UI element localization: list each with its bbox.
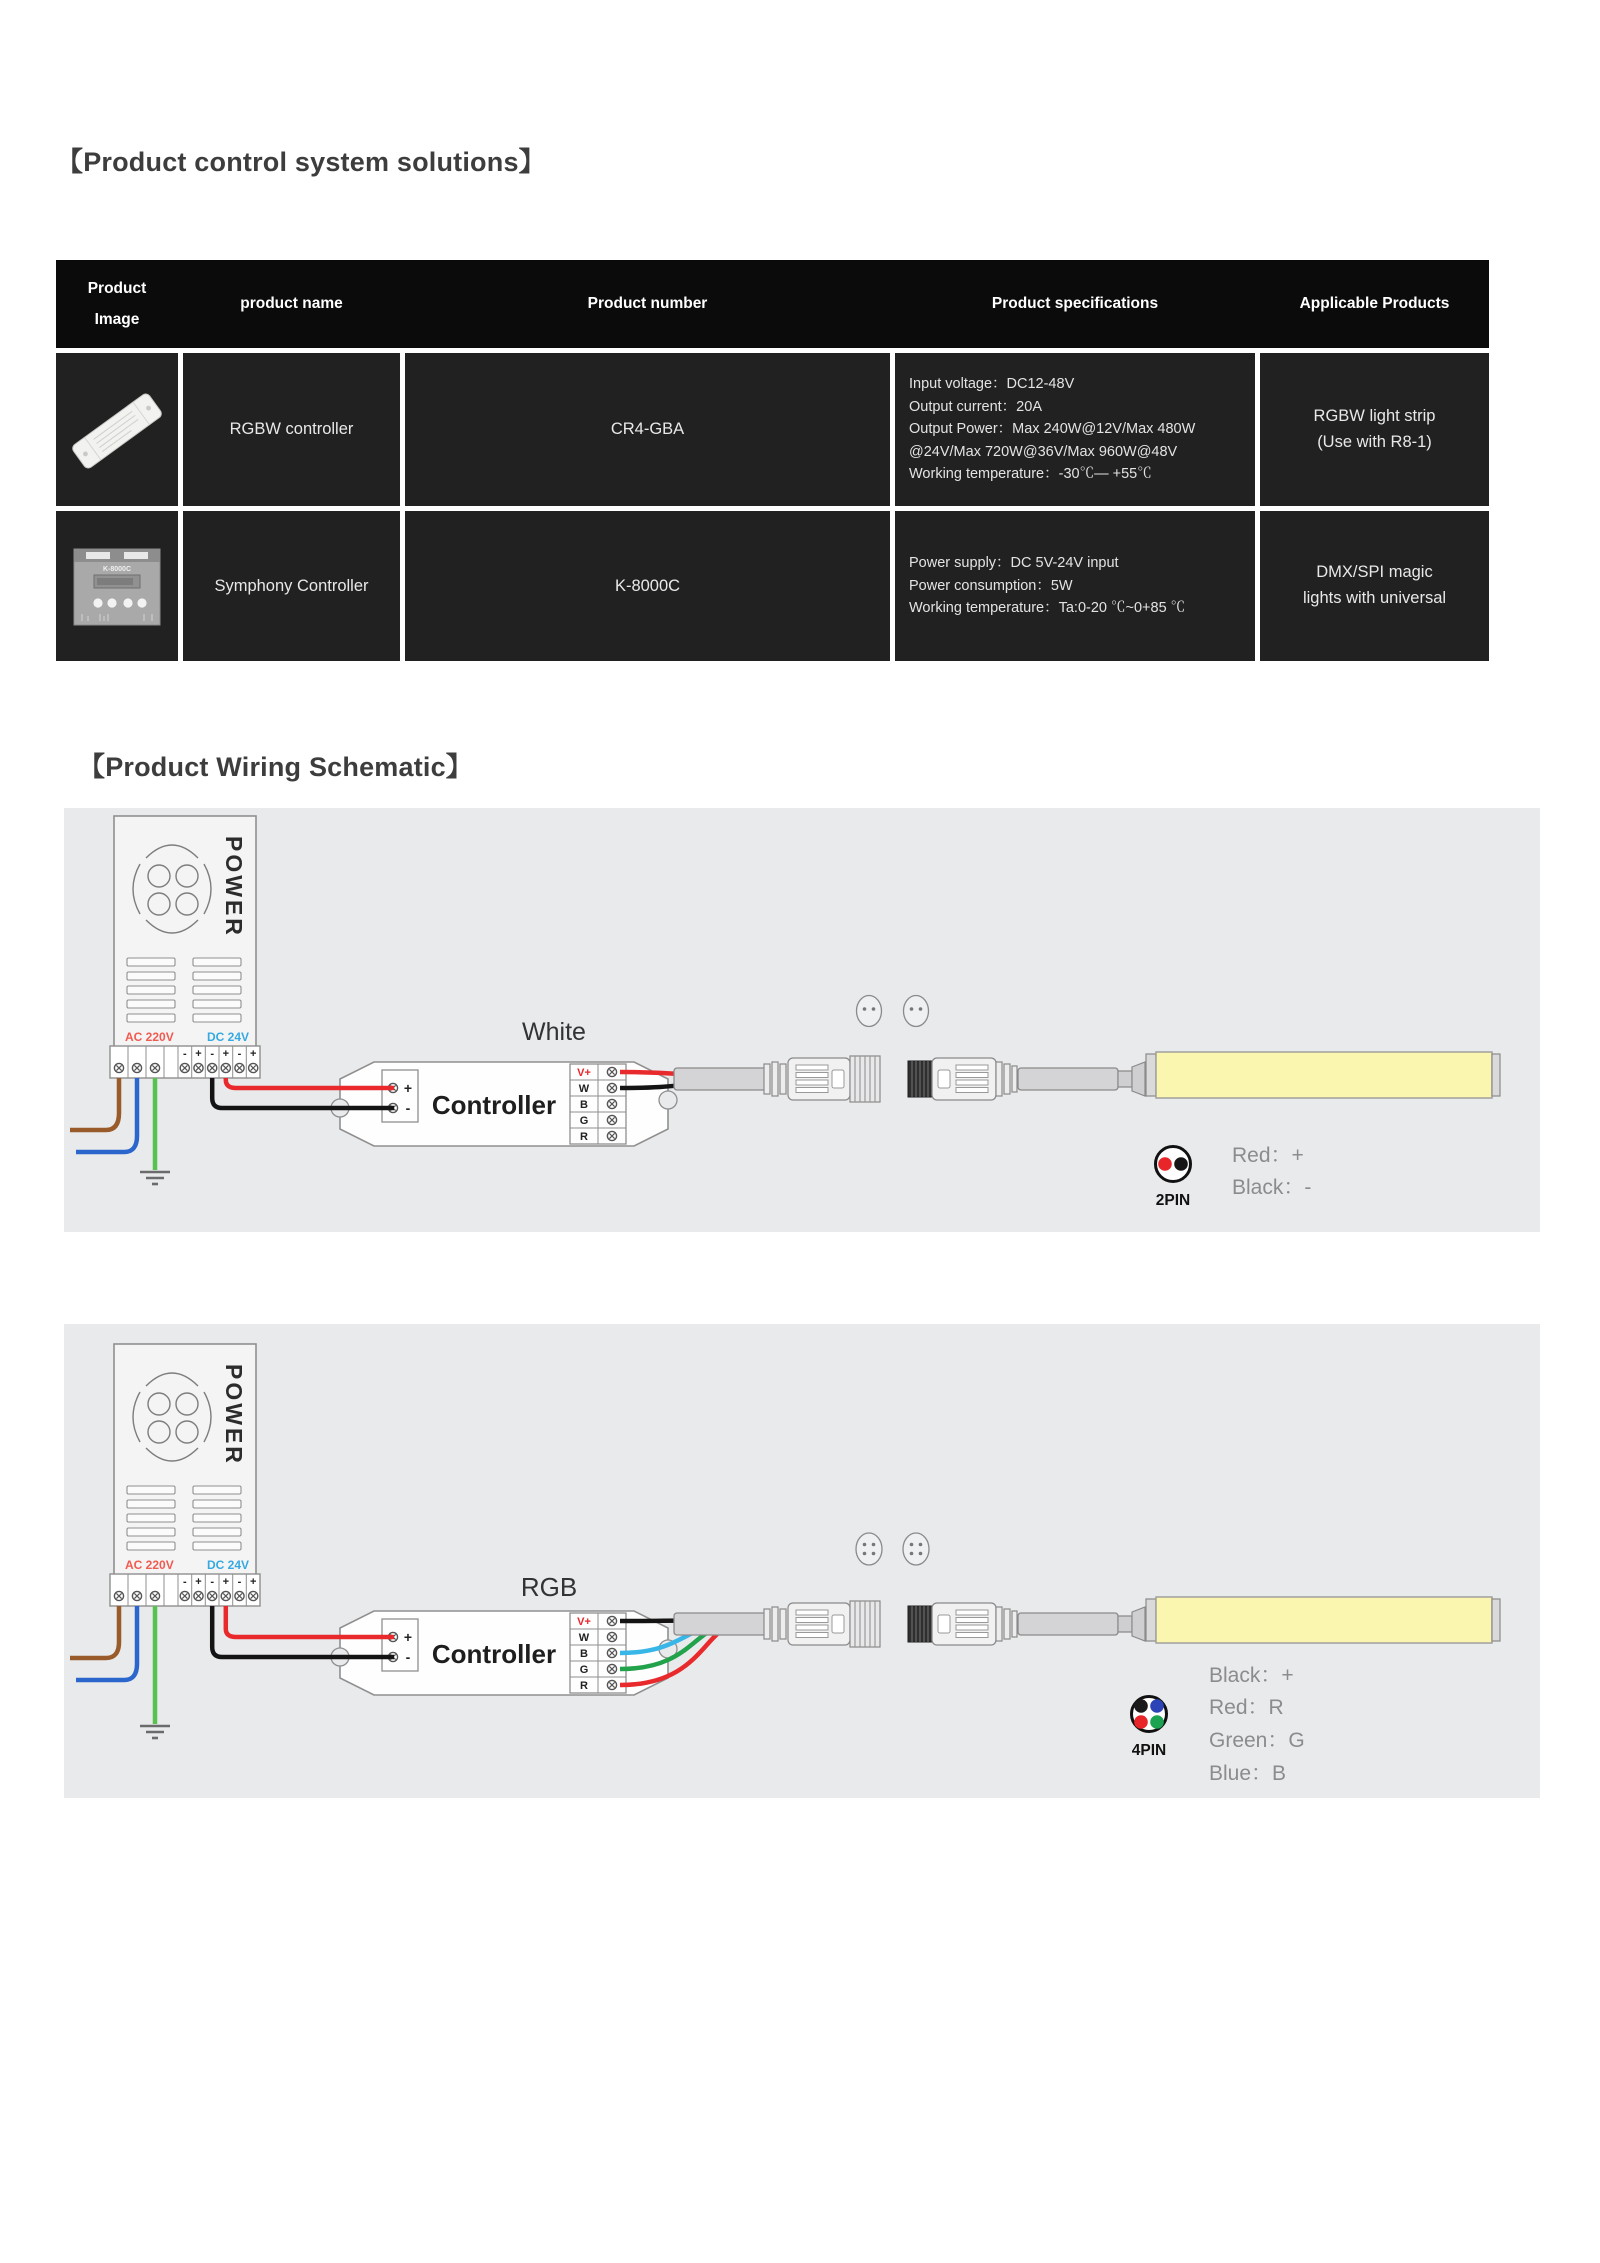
power-supply-unit xyxy=(110,816,260,1078)
2pin-legend-icon xyxy=(1156,1147,1191,1182)
product-number-cell: K-8000C xyxy=(405,511,890,661)
header-product-specifications: Product specifications xyxy=(991,295,1159,312)
strip-type-label: RGB xyxy=(520,1572,578,1602)
product-specs-cell: Input voltage：DC12-48V Output current：20A Output Power：Max 240W@12V/Max 480W @24V/Max 720W@36V/Max 960W@48V Working temperature：-30℃— +55℃ xyxy=(895,353,1255,506)
product-table xyxy=(56,260,1489,661)
svg-text:Red：R: Red：R xyxy=(1209,1696,1284,1719)
section-title-wiring: 【Product Wiring Schematic】 xyxy=(78,752,474,782)
2pin-label: 2PIN xyxy=(1155,1192,1191,1209)
table-row xyxy=(56,353,1489,506)
4pin-label: 4PIN xyxy=(1131,1742,1167,1759)
power-supply-unit xyxy=(110,1344,260,1606)
svg-text:Blue：B: Blue：B xyxy=(1209,1762,1287,1785)
symphony-controller-photo xyxy=(56,511,178,661)
led-strip xyxy=(1146,1597,1500,1643)
header-product-name: product name xyxy=(240,295,343,312)
photo-model-label: K-8000C xyxy=(102,566,132,573)
svg-text:Red：+: Red：+ xyxy=(1232,1144,1304,1167)
rgbw-controller-photo xyxy=(56,353,178,506)
strip-type-label: White xyxy=(522,1018,586,1046)
controller-unit xyxy=(331,1062,677,1146)
svg-text:Green：G: Green：G xyxy=(1209,1729,1305,1752)
section-title-solutions: 【Product control system solutions】 xyxy=(56,147,546,177)
applicable-products-cell: DMX/SPI magic lights with universal xyxy=(1260,511,1489,661)
applicable-products-cell: RGBW light strip (Use with R8-1) xyxy=(1260,353,1489,506)
product-name-cell: Symphony Controller xyxy=(183,511,400,661)
header-product-image: Product Image xyxy=(87,279,147,328)
2pin-connector-face-icon xyxy=(857,996,882,1027)
table-header-row xyxy=(56,260,1489,348)
header-applicable-products: Applicable Products xyxy=(1299,295,1450,312)
table-row xyxy=(56,511,1489,661)
4pin-connector-face-icon xyxy=(856,1533,882,1565)
product-specs-cell: Power supply：DC 5V-24V input Power consumption：5W Working temperature：Ta:0-20 ℃~0+85 ℃ xyxy=(895,511,1255,661)
product-name-cell: RGBW controller xyxy=(183,353,400,506)
product-photo-rgbw-controller xyxy=(56,353,178,506)
svg-text:Black：-: Black：- xyxy=(1232,1176,1312,1199)
4pin-legend-icon xyxy=(1132,1697,1167,1732)
diagram-panel-bg xyxy=(64,808,1540,1232)
2pin-connector-face-icon xyxy=(904,996,929,1027)
diagram-panel-bg xyxy=(64,1324,1540,1798)
svg-text:Black：+: Black：+ xyxy=(1209,1664,1294,1687)
wiring-diagram-rgb-svg xyxy=(64,1324,1540,1798)
product-photo-symphony-controller xyxy=(56,511,178,661)
wiring-diagram-white-svg xyxy=(64,808,1540,1232)
led-strip xyxy=(1146,1052,1500,1098)
header-product-number: Product number xyxy=(587,295,708,312)
4pin-connector-face-icon xyxy=(903,1533,929,1565)
wiring-diagram-white xyxy=(64,808,1540,1232)
wiring-diagram-rgb xyxy=(64,1324,1540,1798)
product-number-cell: CR4-GBA xyxy=(405,353,890,506)
